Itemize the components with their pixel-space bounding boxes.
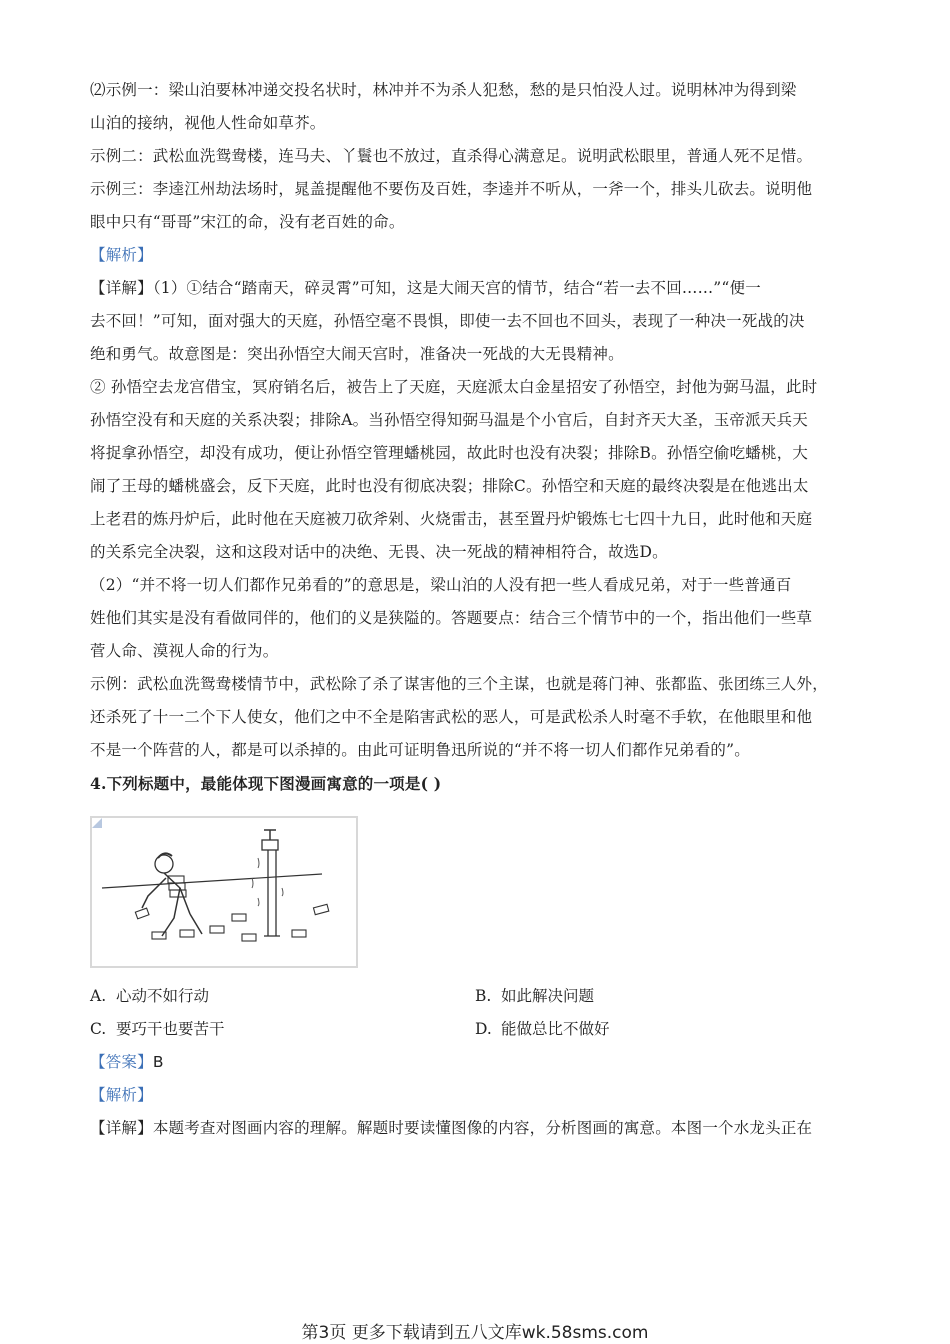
text-line: 绝和勇气。故意图是：突出孙悟空大闹天宫时，准备决一死战的大无畏精神。 [90, 345, 624, 363]
option-c: C. 要巧干也要苦干 [90, 1020, 225, 1038]
text-line: 还杀死了十一二个下人使女，他们之中不全是陷害武松的恶人，可是武松杀人时毫不手软，在他眼里和他 [90, 708, 813, 726]
document-body [90, 74, 865, 1145]
text-line: 菅人命、漠视人命的行为。 [90, 642, 279, 660]
question-4: 4.下列标题中，最能体现下图漫画寓意的一项是( ) [90, 774, 442, 793]
text-line: 姓他们其实是没有看做同伴的，他们的义是狭隘的。答题要点：结合三个情节中的一个，指出他们一些草 [90, 609, 813, 627]
text-line: 闹了王母的蟠桃盛会，反下天庭，此时也没有彻底决裂；排除C。孙悟空和天庭的最终决裂是在他逃出太 [90, 477, 809, 495]
cartoon-drawing [92, 818, 356, 966]
text-line: 上老君的炼丹炉后，此时他在天庭被刀砍斧剁、火烧雷击，甚至置丹炉锻炼七七四十九日，此时他和天庭 [90, 510, 813, 528]
text-line: ② 孙悟空去龙宫借宝，冥府销名后，被告上了天庭，天庭派太白金星招安了孙悟空，封他为弼马温，此时 [90, 378, 818, 396]
text-line: 示例二：武松血洗鸳鸯楼，连马夫、丫鬟也不放过，直杀得心满意足。说明武松眼里，普通人死不足惜。 [90, 147, 813, 165]
detail-section-1 [90, 272, 865, 767]
option-d: D. 能做总比不做好 [475, 1020, 610, 1038]
text-line: 山泊的接纳，视他人性命如草芥。 [90, 114, 326, 132]
text-line: （2）“并不将一切人们都作兄弟看的”的意思是，梁山泊的人没有把一些人看成兄弟，对于一些普通百 [90, 576, 792, 594]
detail-label: 【详解】 [90, 1119, 153, 1137]
text-line: 【详解】本题考查对图画内容的理解。解题时要读懂图像的内容，分析图画的寓意。本图一个水龙头正在 [90, 1119, 813, 1137]
analysis-label: 【解析】 [90, 1086, 153, 1104]
option-a: A. 心动不如行动 [90, 987, 210, 1005]
text-line: 将捉拿孙悟空，却没有成功，便让孙悟空管理蟠桃园，故此时也没有决裂；排除B。孙悟空偷吃蟠桃，大 [90, 444, 809, 462]
answer-options [90, 980, 865, 1046]
page-footer: 第3页 更多下载请到五八文库wk.58sms.com [301, 1323, 649, 1343]
text-line: 孙悟空没有和天庭的关系决裂；排除A。当孙悟空得知弼马温是个小官后，自封齐天大圣，玉帝派天兵天 [90, 411, 808, 429]
answer-line: 【答案】B [90, 1053, 164, 1071]
text-line: 的关系完全决裂，这和这段对话中的决绝、无畏、决一死战的精神相符合，故选D。 [90, 543, 668, 561]
option-b: B. 如此解决问题 [475, 987, 595, 1005]
text-line: 去不回！”可知，面对强大的天庭，孙悟空毫不畏惧，即使一去不回也不回头，表现了一种决一死战的决 [90, 312, 805, 330]
text-line: 【详解】（1）①结合“踏南天，碎灵霄”可知，这是大闹天宫的情节，结合“若一去不回……”“便一 [90, 279, 761, 297]
text-line: ⑵示例一：梁山泊要林冲递交投名状时，林冲并不为杀人犯愁，愁的是只怕没人过。说明林冲为得到梁 [90, 81, 797, 99]
text-line: 示例：武松血洗鸳鸯楼情节中，武松除了杀了谋害他的三个主谋，也就是蒋门神、张都监、张团练三人外， [90, 675, 828, 693]
top-paragraphs [90, 74, 865, 239]
text-line: 眼中只有“哥哥”宋江的命，没有老百姓的命。 [90, 213, 405, 231]
text-line: 不是一个阵营的人，都是可以杀掉的。由此可证明鲁迅所说的“并不将一切人们都作兄弟看的”。 [90, 741, 750, 759]
text-line: 示例三：李逵江州劫法场时，晁盖提醒他不要伤及百姓，李逵并不听从，一斧一个，排头儿砍去。说明他 [90, 180, 813, 198]
answer-value: B [152, 1053, 164, 1071]
cartoon-figure [90, 816, 358, 968]
analysis-label: 【解析】 [90, 246, 153, 264]
detail-label: 【详解】 [90, 279, 153, 297]
